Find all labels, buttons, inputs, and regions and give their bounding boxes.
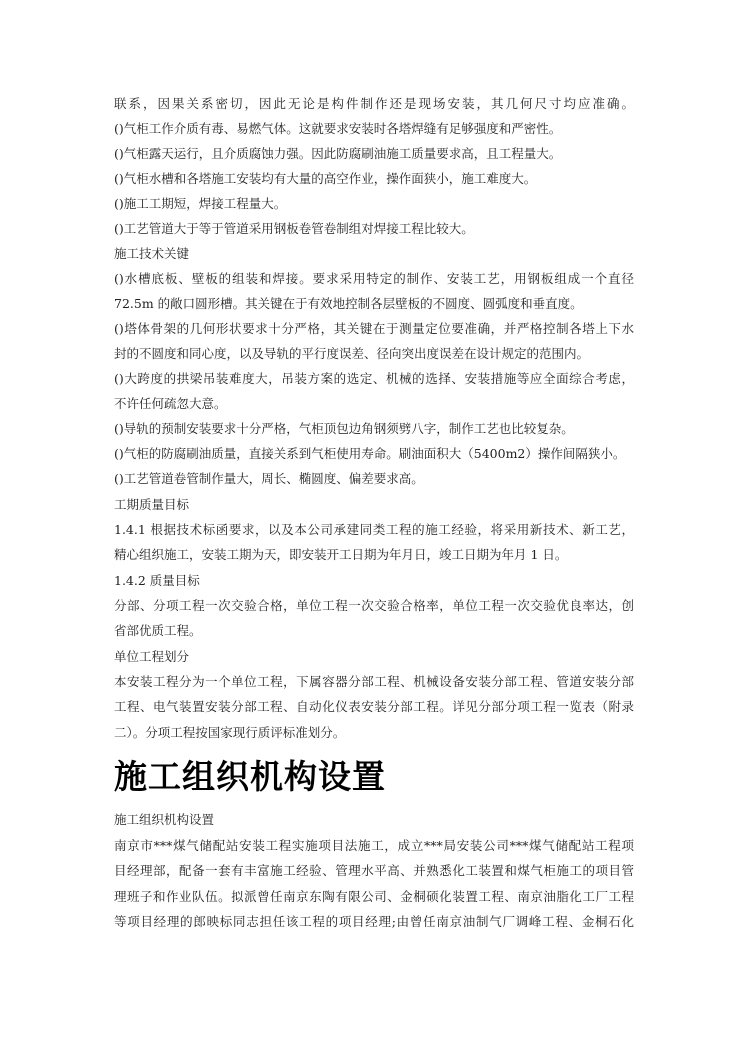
- paragraph-line: 南京市***煤气储配站安装工程实施项目法施工，成立***局安装公司***煤气储配站工程项: [114, 838, 634, 853]
- paragraph-line: ()工艺管道大于等于管道采用钢板卷管卷制组对焊接工程比较大。: [114, 221, 474, 236]
- section-heading: 施工组织机构设置: [114, 812, 215, 827]
- paragraph-line: ()气柜的防腐刷油质量，直接关系到气柜使用寿命。刷油面积大（5400m2）操作间隔狭小。: [114, 446, 626, 461]
- section-heading: 工期质量目标: [114, 497, 190, 512]
- paragraph-line: ()气柜水槽和各塔施工安装均有大量的高空作业，操作面狭小，施工难度大。: [114, 171, 537, 186]
- paragraph-line: 联系，因果关系密切，因此无论是构件制作还是现场安装，其几何尺寸均应准确。: [114, 96, 634, 111]
- paragraph-line: 72.5m 的敞口圆形槽。其关键在于有效地控制各层壁板的不圆度、圆弧度和垂直度。: [114, 296, 583, 311]
- section-heading: 单位工程划分: [114, 649, 190, 664]
- paragraph-line: ()工艺管道卷管制作量大，周长、椭圆度、偏差要求高。: [114, 471, 424, 486]
- paragraph-line: ()塔体骨架的几何形状要求十分严格，其关键在于测量定位要准确，并严格控制各塔上下水: [114, 321, 634, 336]
- paragraph-line: 工程、电气装置安装分部工程、自动化仪表安装分部工程。详见分部分项工程一览表（附录: [114, 699, 634, 714]
- section-heading: 1.4.2 质量目标: [114, 573, 200, 588]
- paragraph-line: 不许任何疏忽大意。: [114, 396, 227, 411]
- paragraph-line: ()气柜露天运行，且介质腐蚀力强。因此防腐刷油施工质量要求高，且工程量大。: [114, 146, 562, 161]
- paragraph-line: ()气柜工作介质有毒、易燃气体。这就要求安装时各塔焊缝有足够强度和严密性。: [114, 121, 562, 136]
- paragraph-line: 目经理部，配备一套有丰富施工经验、管理水平高、并熟悉化工装置和煤气柜施工的项目管: [114, 863, 634, 878]
- chapter-title: 施工组织机构设置: [114, 757, 386, 796]
- paragraph-line: 精心组织施工，安装工期为天，即安装开工日期为年月日，竣工日期为年月 1 日。: [114, 547, 568, 562]
- paragraph-line: 省部优质工程。: [114, 623, 202, 638]
- paragraph-line: ()导轨的预制安装要求十分严格，气柜顶包边角钢须劈八字，制作工艺也比较复杂。: [114, 421, 574, 436]
- paragraph-line: 1.4.1 根据技术标函要求，以及本公司承建同类工程的施工经验，将采用新技术、新工艺，: [114, 522, 634, 537]
- paragraph-line: 分部、分项工程一次交验合格，单位工程一次交验合格率，单位工程一次交验优良率达，创: [114, 598, 634, 613]
- section-heading: 施工技术关键: [114, 246, 190, 261]
- paragraph-line: 封的不圆度和同心度，以及导轨的平行度误差、径向突出度误差在设计规定的范围内。: [114, 346, 590, 361]
- paragraph-line: 本安装工程分为一个单位工程，下属容器分部工程、机械设备安装分部工程、管道安装分部: [114, 674, 634, 689]
- paragraph-line: ()施工工期短，焊接工程量大。: [114, 196, 287, 211]
- paragraph-line: 理班子和作业队伍。拟派曾任南京东陶有限公司、金桐硕化装置工程、南京油脂化工厂工程: [114, 889, 634, 904]
- paragraph-line: 二）。分项工程按国家现行质评标准划分。: [114, 725, 346, 740]
- paragraph-line: ()水槽底板、壁板的组装和焊接。要求采用特定的制作、安装工艺，用钢板组成一个直径: [114, 271, 634, 286]
- paragraph-line: 等项目经理的郎映标同志担任该工程的项目经理;由曾任南京油制气厂调峰工程、金桐石化: [114, 914, 634, 929]
- paragraph-line: ()大跨度的拱梁吊装难度大，吊装方案的选定、机械的选择、安装措施等应全面综合考虑，: [114, 371, 634, 386]
